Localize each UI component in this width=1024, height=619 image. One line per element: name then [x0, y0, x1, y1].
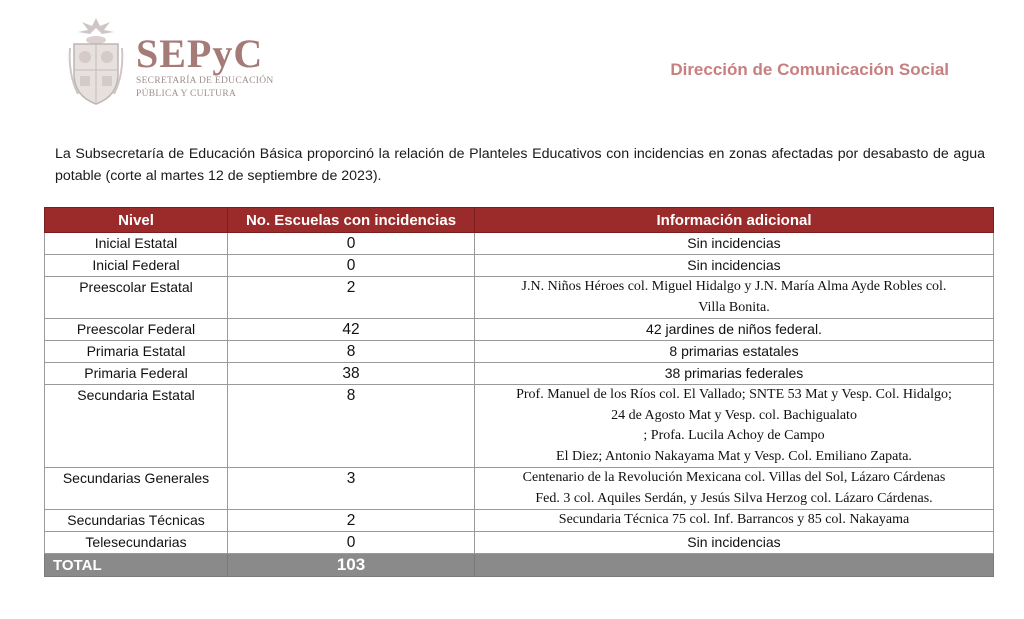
cell-info: [475, 468, 994, 510]
info-line: Sin incidencias: [687, 235, 781, 251]
table-row: [45, 532, 994, 554]
cell-num-escuelas: 3: [228, 468, 475, 510]
total-label: TOTAL: [45, 554, 228, 577]
cell-num-escuelas: 38: [228, 363, 475, 385]
cell-nivel: Secundarias Generales: [45, 468, 228, 510]
cell-num-escuelas: 8: [228, 341, 475, 363]
info-line: Villa Bonita.: [698, 299, 770, 315]
cell-num-escuelas: 0: [228, 233, 475, 255]
cell-info: [475, 385, 994, 468]
cell-num-escuelas: 42: [228, 319, 475, 341]
cell-nivel: Inicial Estatal: [45, 233, 228, 255]
department-title: Dirección de Comunicación Social: [670, 60, 949, 79]
cell-nivel: Preescolar Estatal: [45, 277, 228, 319]
table-row: [45, 277, 994, 319]
incidents-table: [44, 207, 994, 577]
cell-num-escuelas: 0: [228, 532, 475, 554]
info-line: 38 primarias federales: [664, 365, 804, 381]
table-row: [45, 319, 994, 341]
brand-subtitle-line1: SECRETARÍA DE EDUCACIÓN: [136, 76, 274, 86]
cell-info: [475, 510, 994, 532]
info-line: 42 jardines de niños federal.: [646, 321, 822, 337]
cell-nivel: Secundarias Técnicas: [45, 510, 228, 532]
table-row: [45, 468, 994, 510]
cell-info: [475, 277, 994, 319]
cell-nivel: Preescolar Federal: [45, 319, 228, 341]
cell-info: [475, 255, 994, 277]
info-line: ; Profa. Lucila Achoy de Campo: [643, 428, 825, 443]
column-header-num-escuelas: No. Escuelas con incidencias: [228, 208, 475, 233]
cell-num-escuelas: 8: [228, 385, 475, 468]
info-line: 8 primarias estatales: [669, 343, 799, 359]
cell-info: [475, 341, 994, 363]
brand-name: SEPyC: [136, 31, 264, 76]
brand-logo: [136, 31, 274, 100]
table-row: [45, 385, 994, 468]
cell-nivel: Primaria Estatal: [45, 341, 228, 363]
table-row: [45, 233, 994, 255]
cell-nivel: Inicial Federal: [45, 255, 228, 277]
cell-nivel: Primaria Federal: [45, 363, 228, 385]
info-line: El Diez; Antonio Nakayama Mat y Vesp. Col. Emiliano Zapata.: [556, 448, 912, 464]
info-line: J.N. Niños Héroes col. Miguel Hidalgo y J.N. María Alma Ayde Robles col.: [521, 279, 947, 294]
info-line: Sin incidencias: [687, 534, 781, 550]
brand-subtitle-line2: PÚBLICA Y CULTURA: [136, 89, 237, 99]
table-row: [45, 363, 994, 385]
total-info-empty: [475, 554, 994, 577]
cell-num-escuelas: 0: [228, 255, 475, 277]
government-seal-icon: [66, 14, 126, 106]
cell-num-escuelas: 2: [228, 510, 475, 532]
cell-info: [475, 532, 994, 554]
column-header-nivel: Nivel: [45, 208, 228, 233]
cell-nivel: Telesecundarias: [45, 532, 228, 554]
table-row: [45, 341, 994, 363]
column-header-info: Información adicional: [475, 208, 994, 233]
table-header-row: [45, 208, 994, 233]
info-line: Fed. 3 col. Aquiles Serdán, y Jesús Silva Herzog col. Lázaro Cárdenas.: [535, 490, 933, 506]
table-row: [45, 255, 994, 277]
info-line: Secundaria Técnica 75 col. Inf. Barrancos y 85 col. Nakayama: [558, 512, 910, 527]
table-row: [45, 510, 994, 532]
cell-info: [475, 233, 994, 255]
info-line: Sin incidencias: [687, 257, 781, 273]
cell-nivel: Secundaria Estatal: [45, 385, 228, 468]
total-row: [45, 554, 994, 577]
info-line: Prof. Manuel de los Ríos col. El Vallado; SNTE 53 Mat y Vesp. Col. Hidalgo;: [516, 387, 952, 402]
info-line: 24 de Agosto Mat y Vesp. col. Bachigualato: [611, 407, 857, 423]
page-header: [0, 0, 1024, 120]
info-line: Centenario de la Revolución Mexicana col. Villas del Sol, Lázaro Cárdenas: [522, 470, 946, 485]
intro-paragraph: La Subsecretaría de Educación Básica proporcinó la relación de Planteles Educativos con incidencias en zonas afectadas por desabasto de agua potable (corte al martes 12 de septiembre de 2023).: [55, 146, 985, 184]
cell-info: [475, 363, 994, 385]
table-body: [45, 233, 994, 577]
total-value: 103: [228, 554, 475, 577]
cell-info: [475, 319, 994, 341]
cell-num-escuelas: 2: [228, 277, 475, 319]
